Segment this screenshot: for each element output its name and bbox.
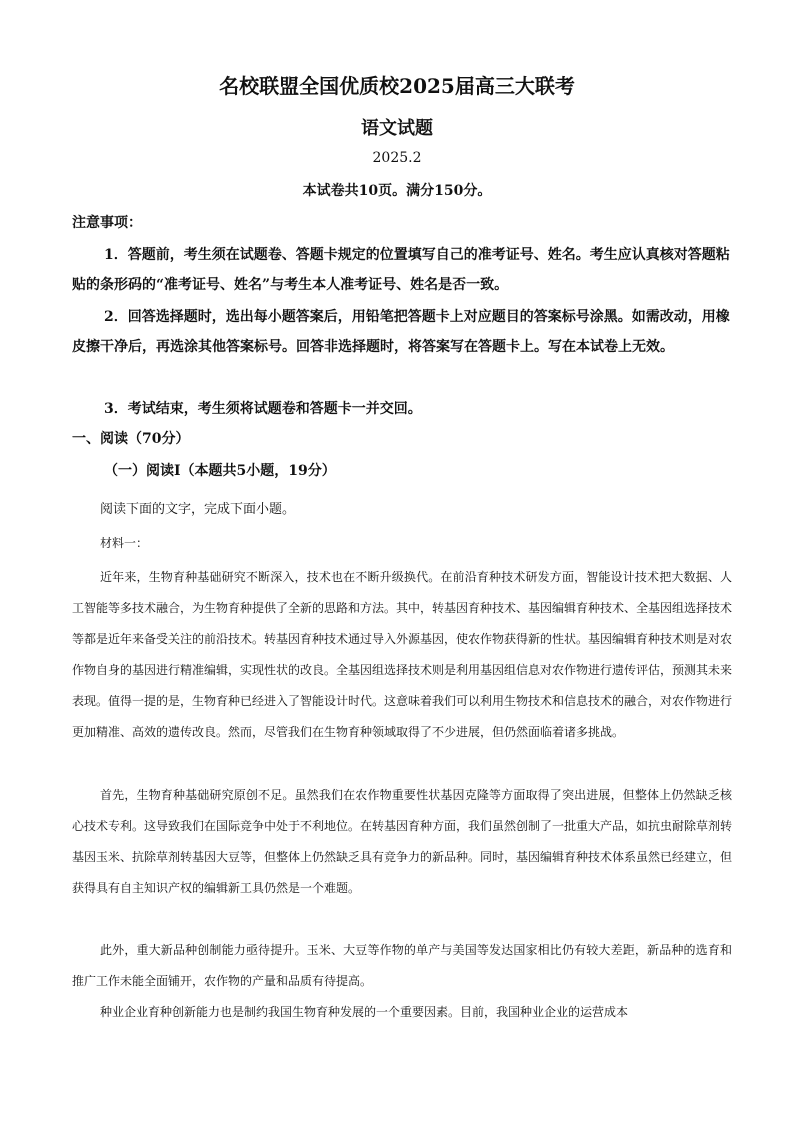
material-label: 材料一： [100, 536, 149, 550]
notice-item-2: 2．回答选择题时，选出每小题答案后，用铅笔把答题卡上对应题目的答案标号涂黑。如需改动，用橡皮擦干净后，再选涂其他答案标号。回答非选择题时，将答案写在答题卡上。写在本试卷上无效。 [72, 309, 730, 355]
exam-subject: 语文试题 [361, 118, 433, 139]
material-paragraph-4: 种业企业育种创新能力也是制约我国生物育种发展的一个重要因素。目前，我国种业企业的运营成本 [100, 1005, 629, 1019]
exam-summary: 本试卷共10页。满分150分。 [302, 183, 492, 199]
exam-date: 2025.2 [372, 150, 422, 166]
material-paragraph-2: 首先，生物育种基础研究原创不足。虽然我们在农作物重要性状基因克隆等方面取得了突出进展，但整体上仍然缺乏核心技术专利。这导致我们在国际竞争中处于不利地位。在转基因育种方面，我们虽然创制了一批重大产品，如抗虫耐除草剂转基因玉米、抗除草剂转基因大豆等，但整体上仍然缺乏具有竞争力的新品种。同时，基因编辑育种技术体系虽然已经建立，但获得具有自主知识产权的编辑新工具仍然是一个难题。 [72, 788, 733, 895]
notice-item-3: 3．考试结束，考生须将试题卷和答题卡一并交回。 [104, 401, 422, 417]
exam-title: 名校联盟全国优质校2025届高三大联考 [219, 74, 575, 98]
notice-heading: 注意事项： [72, 215, 142, 231]
reading-instruction: 阅读下面的文字，完成下面小题。 [100, 502, 296, 517]
notice-item-1: 1．答题前，考生须在试题卷、答题卡规定的位置填写自己的准考证号、姓名。考生应认真核对答题粘贴的条形码的“准考证号、姓名”与考生本人准考证号、姓名是否一致。 [72, 247, 730, 293]
section-title: 一、阅读（70分） [72, 431, 190, 447]
material-paragraph-3: 此外，重大新品种创制能力亟待提升。玉米、大豆等作物的单产与美国等发达国家相比仍有较大差距，新品种的选育和推广工作未能全面铺开，农作物的产量和品质有待提高。 [72, 943, 732, 988]
material-paragraph-1: 近年来，生物育种基础研究不断深入，技术也在不断升级换代。在前沿育种技术研发方面，智能设计技术把大数据、人工智能等多技术融合，为生物育种提供了全新的思路和方法。其中，转基因育种技术、基因编辑育种技术、全基因组选择技术等都是近年来备受关注的前沿技术。转基因育种技术通过导入外源基因，使农作物获得新的性状。基因编辑育种技术则是对农作物自身的基因进行精准编辑，实现性状的改良。全基因组选择技术则是利用基因组信息对农作物进行遗传评估，预测其未来表现。值得一提的是，生物育种已经进入了智能设计时代。这意味着我们可以利用生物技术和信息技术的融合，对农作物进行更加精准、高效的遗传改良。然而，尽管我们在生物育种领域取得了不少进展，但仍然面临着诸多挑战。 [72, 570, 733, 739]
subsection-title: （一）阅读Ⅰ（本题共5小题，19分） [104, 463, 336, 479]
